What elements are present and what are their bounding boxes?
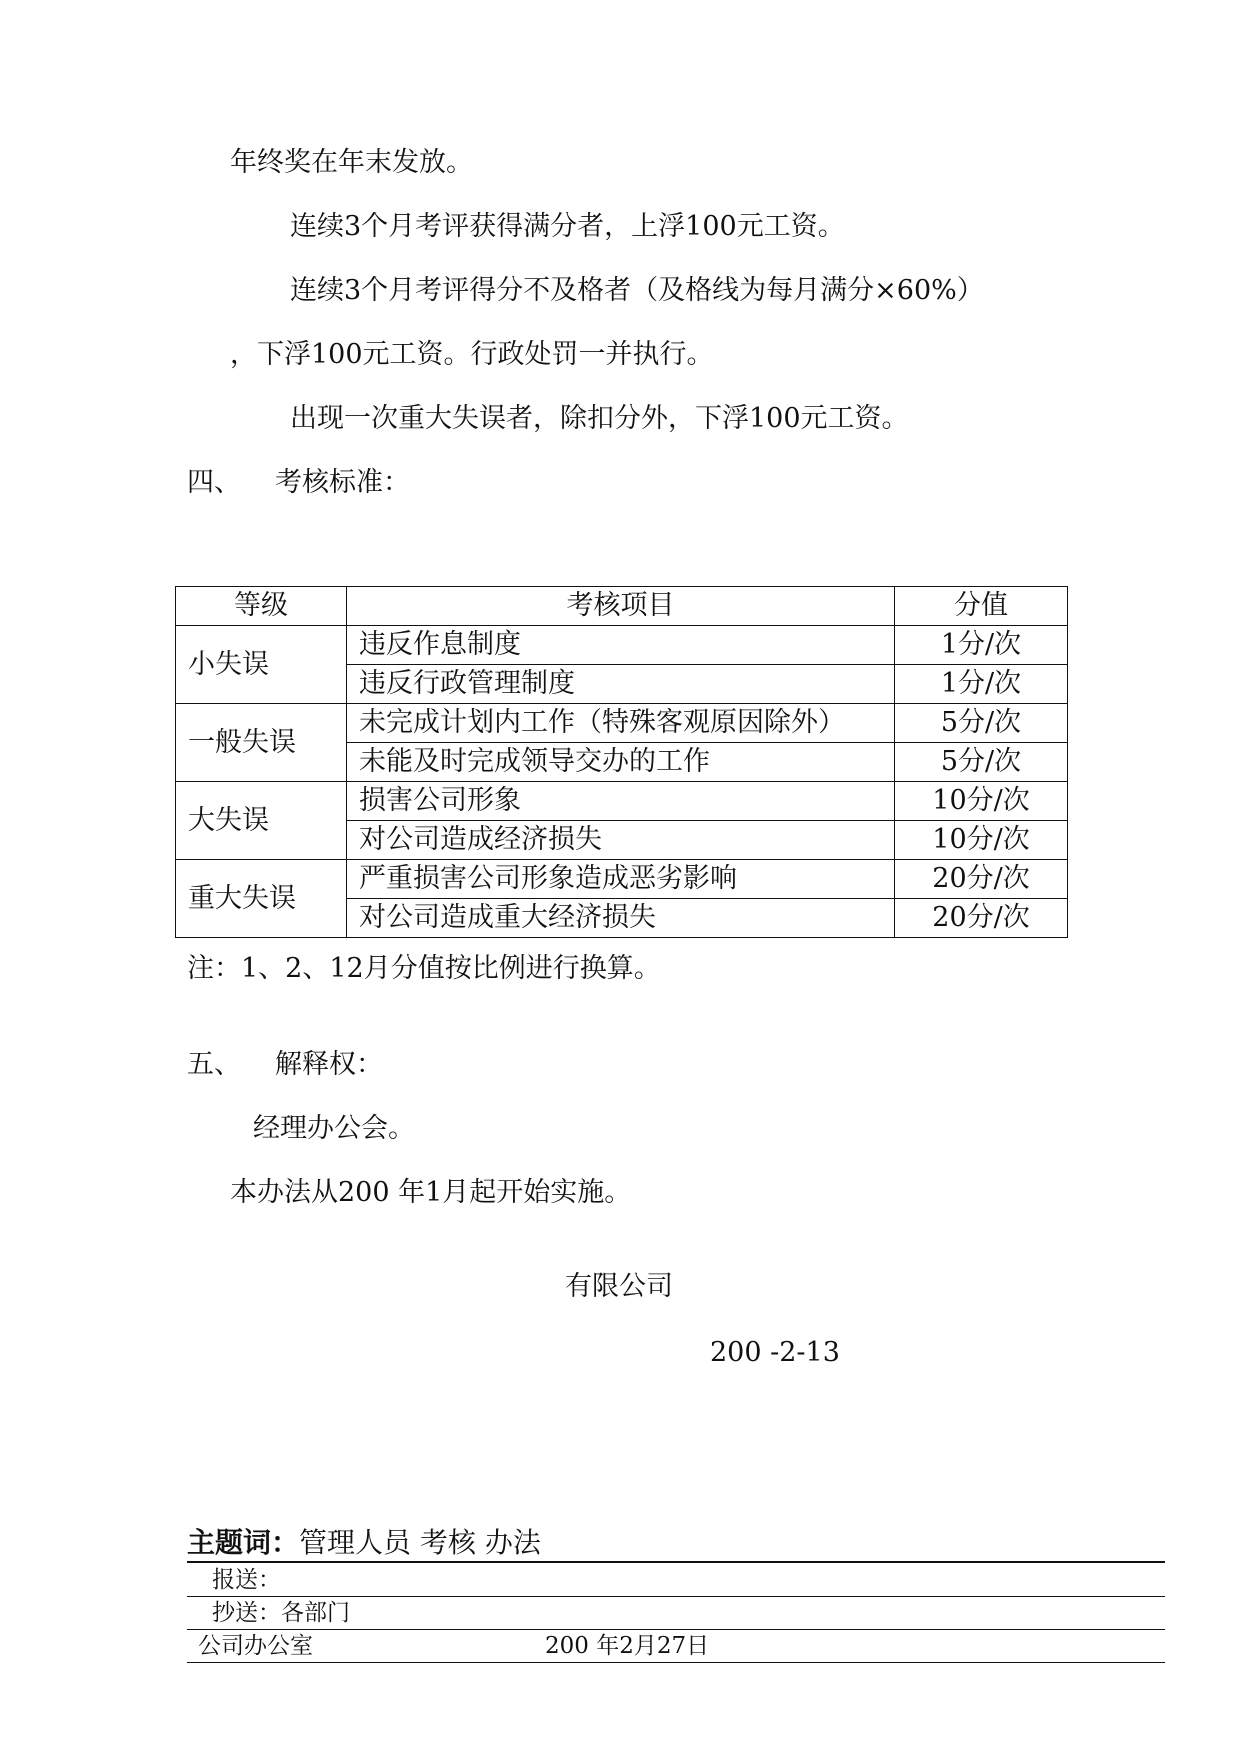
footer-divider [187,1629,1165,1630]
subject-line [187,1526,541,1560]
effective-date-text: 本办法从200 年1月起开始实施。 [230,1177,632,1208]
issue-date: 200 年2月27日 [545,1633,710,1659]
table-note: 注：1、2、12月分值按比例进行换算。 [187,953,661,984]
signature-company: 有限公司 [565,1271,673,1302]
item-cell: 违反行政管理制度 [347,665,895,704]
score-cell: 10分/次 [895,782,1068,821]
footer-divider [187,1662,1165,1663]
footer-divider [187,1596,1165,1597]
signature-date: 200 -2-13 [710,1337,840,1368]
section-number: 四、 [187,467,241,498]
subject-terms: 管理人员 考核 办法 [299,1526,541,1559]
level-cell: 一般失误 [176,704,347,782]
section-number: 五、 [187,1049,241,1080]
paragraph-fail-score: 连续3个月考评得分不及格者（及格线为每月满分×60%） [290,275,984,306]
header-level: 等级 [176,587,347,626]
score-cell: 1分/次 [895,626,1068,665]
item-cell: 对公司造成经济损失 [347,821,895,860]
item-cell: 未完成计划内工作（特殊客观原因除外） [347,704,895,743]
score-cell: 5分/次 [895,704,1068,743]
table-row [176,626,1068,665]
level-cell: 大失误 [176,782,347,860]
score-cell: 20分/次 [895,860,1068,899]
footer-divider [187,1561,1165,1563]
score-cell: 10分/次 [895,821,1068,860]
level-cell: 重大失误 [176,860,347,938]
section-title: 考核标准： [275,467,410,498]
item-cell: 损害公司形象 [347,782,895,821]
table-header-row [176,587,1068,626]
item-cell: 对公司造成重大经济损失 [347,899,895,938]
paragraph-fail-score-cont: ，下浮100元工资。行政处罚一并执行。 [230,339,714,370]
section-heading-assessment-standard [187,466,410,500]
score-cell: 5分/次 [895,743,1068,782]
section-title: 解释权： [275,1049,383,1080]
copy-to: 抄送：各部门 [212,1600,350,1626]
issuer: 公司办公室 [198,1633,313,1659]
assessment-table [175,586,1068,938]
table-row [176,860,1068,899]
item-cell: 未能及时完成领导交办的工作 [347,743,895,782]
header-score: 分值 [895,587,1068,626]
paragraph-year-end-bonus: 年终奖在年末发放。 [230,147,473,178]
header-item: 考核项目 [347,587,895,626]
score-cell: 1分/次 [895,665,1068,704]
paragraph-full-score-raise: 连续3个月考评获得满分者，上浮100元工资。 [290,211,845,242]
authority-text: 经理办公会。 [253,1113,415,1144]
score-cell: 20分/次 [895,899,1068,938]
item-cell: 违反作息制度 [347,626,895,665]
subject-label: 主题词： [187,1526,300,1559]
item-cell: 严重损害公司形象造成恶劣影响 [347,860,895,899]
level-cell: 小失误 [176,626,347,704]
table-row [176,704,1068,743]
paragraph-major-mistake: 出现一次重大失误者，除扣分外，下浮100元工资。 [290,403,909,434]
table-row [176,782,1068,821]
section-heading-interpretation [187,1048,383,1082]
report-to: 报送： [212,1567,281,1593]
